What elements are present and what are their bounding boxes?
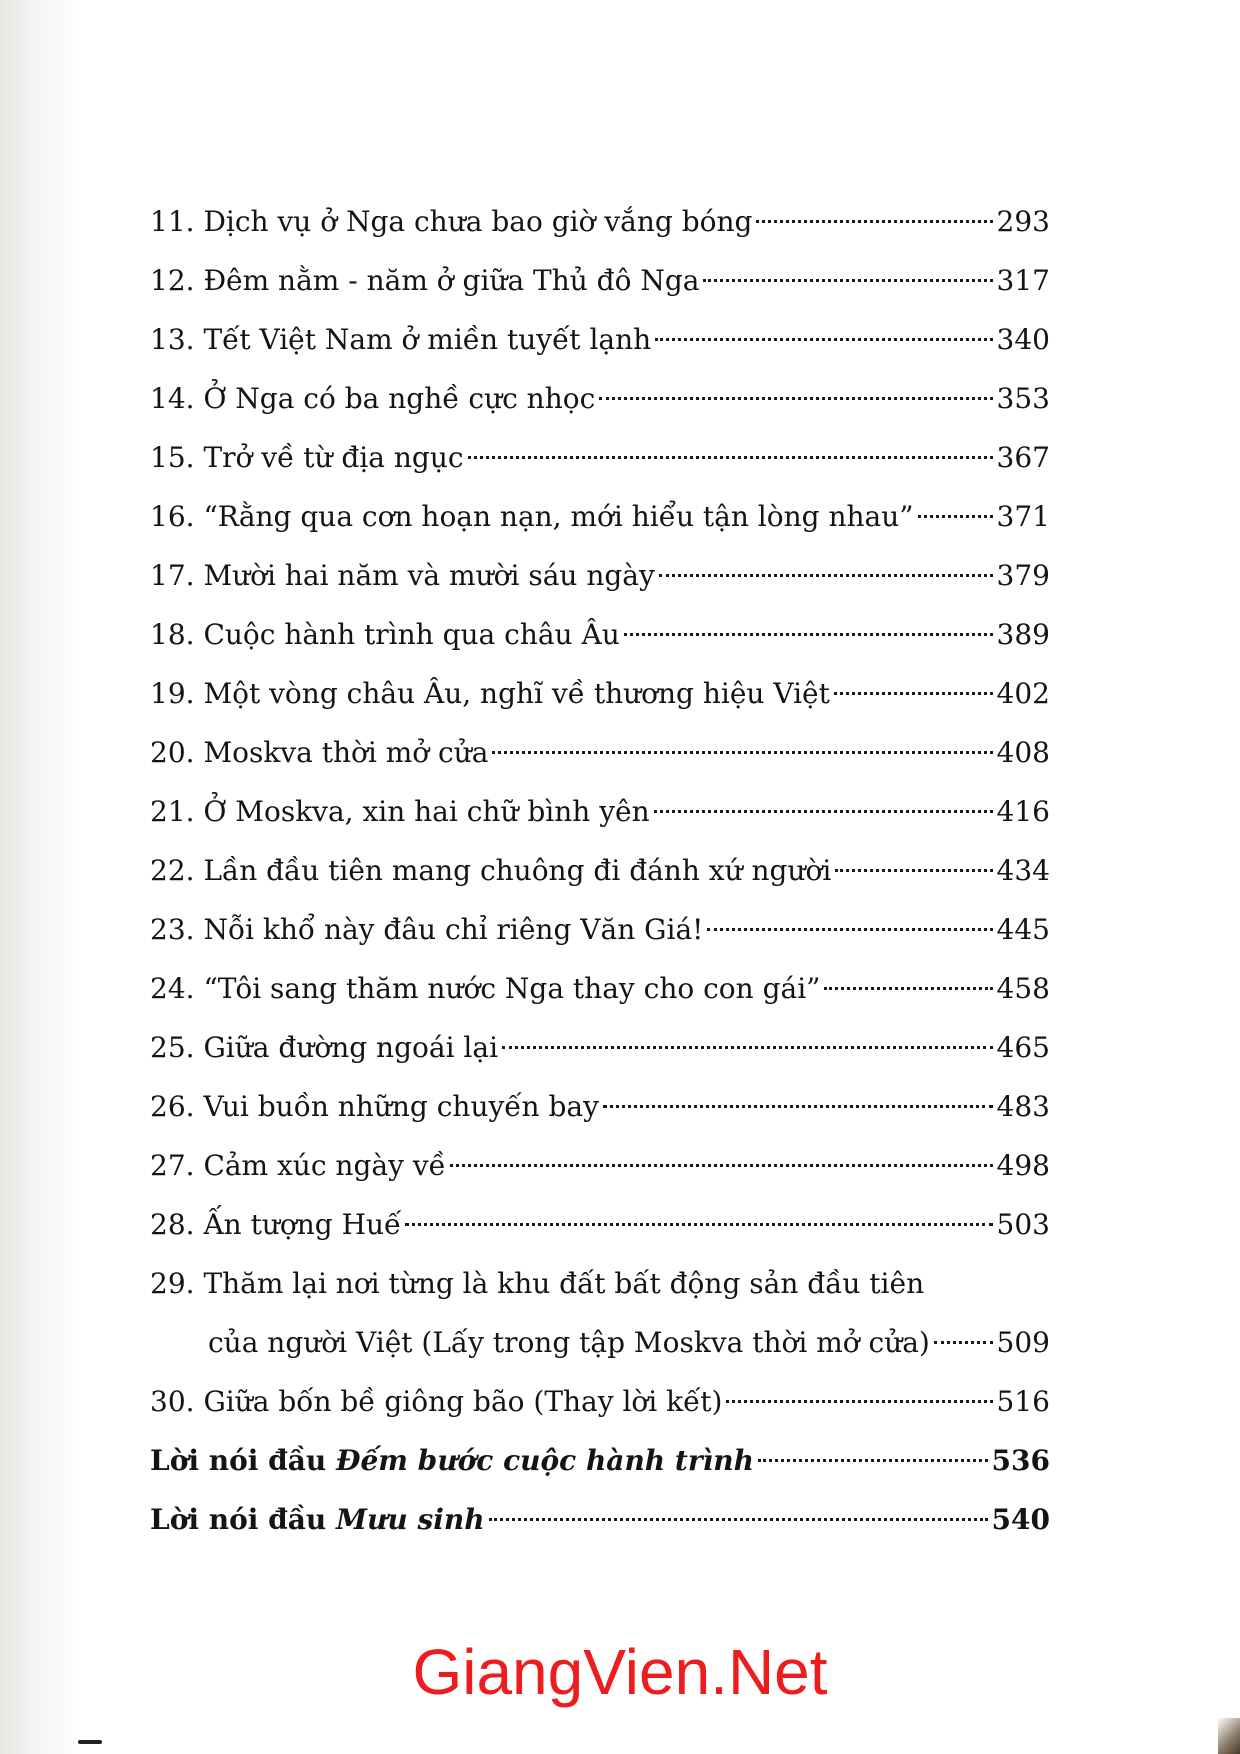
toc-entry (150, 959, 1050, 1018)
toc-entry-title: Ở Moskva, xin hai chữ bình yên (203, 795, 650, 828)
toc-entry-page: 340 (996, 323, 1050, 356)
dot-leader (405, 1223, 992, 1226)
toc-entry-page: 503 (996, 1208, 1050, 1241)
toc-entry (150, 487, 1050, 546)
toc-entry-number: 14. (150, 382, 195, 415)
toc-entry-number: 11. (150, 205, 195, 238)
toc-entry-number: 29. (150, 1267, 195, 1300)
toc-entry-number: 21. (150, 795, 195, 828)
toc-entry-title: Giữa đường ngoái lại (203, 1031, 499, 1064)
toc-entry-number: 23. (150, 913, 195, 946)
dot-leader (603, 1105, 993, 1108)
toc-entry (150, 841, 1050, 900)
page-gutter-shadow (0, 0, 78, 1754)
toc-entry-page: 293 (996, 205, 1050, 238)
dot-leader (835, 869, 992, 872)
toc-entry-page: 367 (996, 441, 1050, 474)
toc-entry-title: Giữa bốn bề giông bão (Thay lời kết) (203, 1385, 723, 1418)
dot-leader (654, 810, 993, 813)
toc-entry-title: Ấn tượng Huế (203, 1208, 402, 1241)
toc-entry-number: 25. (150, 1031, 195, 1064)
toc-entry (150, 900, 1050, 959)
preface-page: 536 (991, 1444, 1050, 1477)
toc-entry-title: Moskva thời mở cửa (203, 736, 489, 769)
dot-leader (489, 1518, 988, 1521)
toc-entry (150, 1077, 1050, 1136)
toc-entry-number: 18. (150, 618, 195, 651)
toc-entry-page: 498 (996, 1149, 1050, 1182)
toc-entry (150, 251, 1050, 310)
watermark-text: GiangVien.Net (412, 1636, 828, 1708)
toc-entry-number: 27. (150, 1149, 195, 1182)
toc-entry-title: Cuộc hành trình qua châu Âu (203, 618, 620, 651)
toc-entry-title: Dịch vụ ở Nga chưa bao giờ vắng bóng (203, 205, 753, 238)
toc-entry-title-line2: của người Việt (Lấy trong tập Moskva thời mở cửa) (208, 1326, 930, 1359)
dot-leader (492, 751, 992, 754)
toc-entry-page: 408 (996, 736, 1050, 769)
dot-leader (918, 515, 993, 518)
preface-title: Mưu sinh (336, 1503, 485, 1536)
toc-entry-page: 434 (996, 854, 1050, 887)
toc-entry (150, 1136, 1050, 1195)
toc-entry (150, 1195, 1050, 1254)
toc-entry-page: 509 (996, 1326, 1050, 1359)
toc-entry-page: 317 (996, 264, 1050, 297)
dot-leader (824, 987, 992, 990)
toc-entry-page: 416 (996, 795, 1050, 828)
dot-leader (703, 279, 992, 282)
toc-preface-2 (150, 1490, 1050, 1549)
toc-entry-number: 22. (150, 854, 195, 887)
toc-entry-number: 16. (150, 500, 195, 533)
page-edge-mark (78, 1740, 102, 1744)
toc-entry-title-line1: Thăm lại nơi từng là khu đất bất động sản đầu tiên (203, 1267, 925, 1300)
toc-entry-page: 389 (996, 618, 1050, 651)
dot-leader (624, 633, 993, 636)
toc-entry-number: 24. (150, 972, 195, 1005)
preface-prefix: Lời nói đầu (150, 1444, 327, 1477)
toc-entry-number: 15. (150, 441, 195, 474)
dot-leader (934, 1341, 993, 1344)
preface-page: 540 (991, 1503, 1050, 1536)
toc-entry-page: 458 (996, 972, 1050, 1005)
toc-entry-title: “Rằng qua cơn hoạn nạn, mới hiểu tận lòng nhau” (203, 500, 914, 533)
dot-leader (468, 456, 993, 459)
toc-entry-30 (150, 1372, 1050, 1431)
toc-entry (150, 664, 1050, 723)
dot-leader (756, 220, 992, 223)
toc-entry-title: Cảm xúc ngày về (203, 1149, 446, 1182)
dot-leader (599, 397, 992, 400)
toc-entry-title: Lần đầu tiên mang chuông đi đánh xứ người (203, 854, 832, 887)
toc-entry-title: Một vòng châu Âu, nghĩ về thương hiệu Việt (203, 677, 830, 710)
toc-entry-29 (150, 1254, 1050, 1372)
toc-entry-page: 379 (996, 559, 1050, 592)
toc-entry (150, 192, 1050, 251)
toc-preface-1 (150, 1431, 1050, 1490)
toc-entry-page: 402 (996, 677, 1050, 710)
toc-entry (150, 369, 1050, 428)
toc-entry-title: Tết Việt Nam ở miền tuyết lạnh (203, 323, 652, 356)
toc-entry-page: 516 (996, 1385, 1050, 1418)
toc-entry-title: Đêm nằm - năm ở giữa Thủ đô Nga (203, 264, 700, 297)
toc-entry-page: 371 (996, 500, 1050, 533)
preface-title: Đếm bước cuộc hành trình (336, 1444, 754, 1477)
dot-leader (707, 928, 992, 931)
toc-entry-number: 19. (150, 677, 195, 710)
toc-entry-title: Ở Nga có ba nghề cực nhọc (203, 382, 596, 415)
toc-entry-title: “Tôi sang thăm nước Nga thay cho con gái” (203, 972, 821, 1005)
toc-entry-title: Nỗi khổ này đâu chỉ riêng Văn Giá! (203, 913, 704, 946)
toc-entry (150, 428, 1050, 487)
preface-prefix: Lời nói đầu (150, 1503, 327, 1536)
toc-entry-title: Mười hai năm và mười sáu ngày (203, 559, 655, 592)
toc-entry (150, 605, 1050, 664)
dot-leader (450, 1164, 993, 1167)
toc-entry-page: 445 (996, 913, 1050, 946)
toc-entry-page: 465 (996, 1031, 1050, 1064)
toc-entry-page: 353 (996, 382, 1050, 415)
toc-entry-list (150, 192, 1050, 1254)
toc-entry-number: 26. (150, 1090, 195, 1123)
dot-leader (758, 1459, 988, 1462)
page-corner-shadow (1218, 1718, 1240, 1754)
dot-leader (659, 574, 993, 577)
toc-entry-number: 20. (150, 736, 195, 769)
toc-entry-number: 17. (150, 559, 195, 592)
toc-entry-page: 483 (996, 1090, 1050, 1123)
toc-entry-number: 30. (150, 1385, 195, 1418)
dot-leader (834, 692, 993, 695)
toc-entry-number: 13. (150, 323, 195, 356)
toc-entry (150, 1018, 1050, 1077)
table-of-contents (150, 192, 1050, 1549)
toc-entry (150, 723, 1050, 782)
toc-entry (150, 546, 1050, 605)
toc-entry (150, 782, 1050, 841)
toc-entry-number: 28. (150, 1208, 195, 1241)
toc-entry-number: 12. (150, 264, 195, 297)
toc-entry-title: Trở về từ địa ngục (203, 441, 464, 474)
dot-leader (502, 1046, 993, 1049)
toc-entry-title: Vui buồn những chuyến bay (203, 1090, 599, 1123)
dot-leader (655, 338, 992, 341)
toc-entry (150, 310, 1050, 369)
dot-leader (726, 1400, 992, 1403)
